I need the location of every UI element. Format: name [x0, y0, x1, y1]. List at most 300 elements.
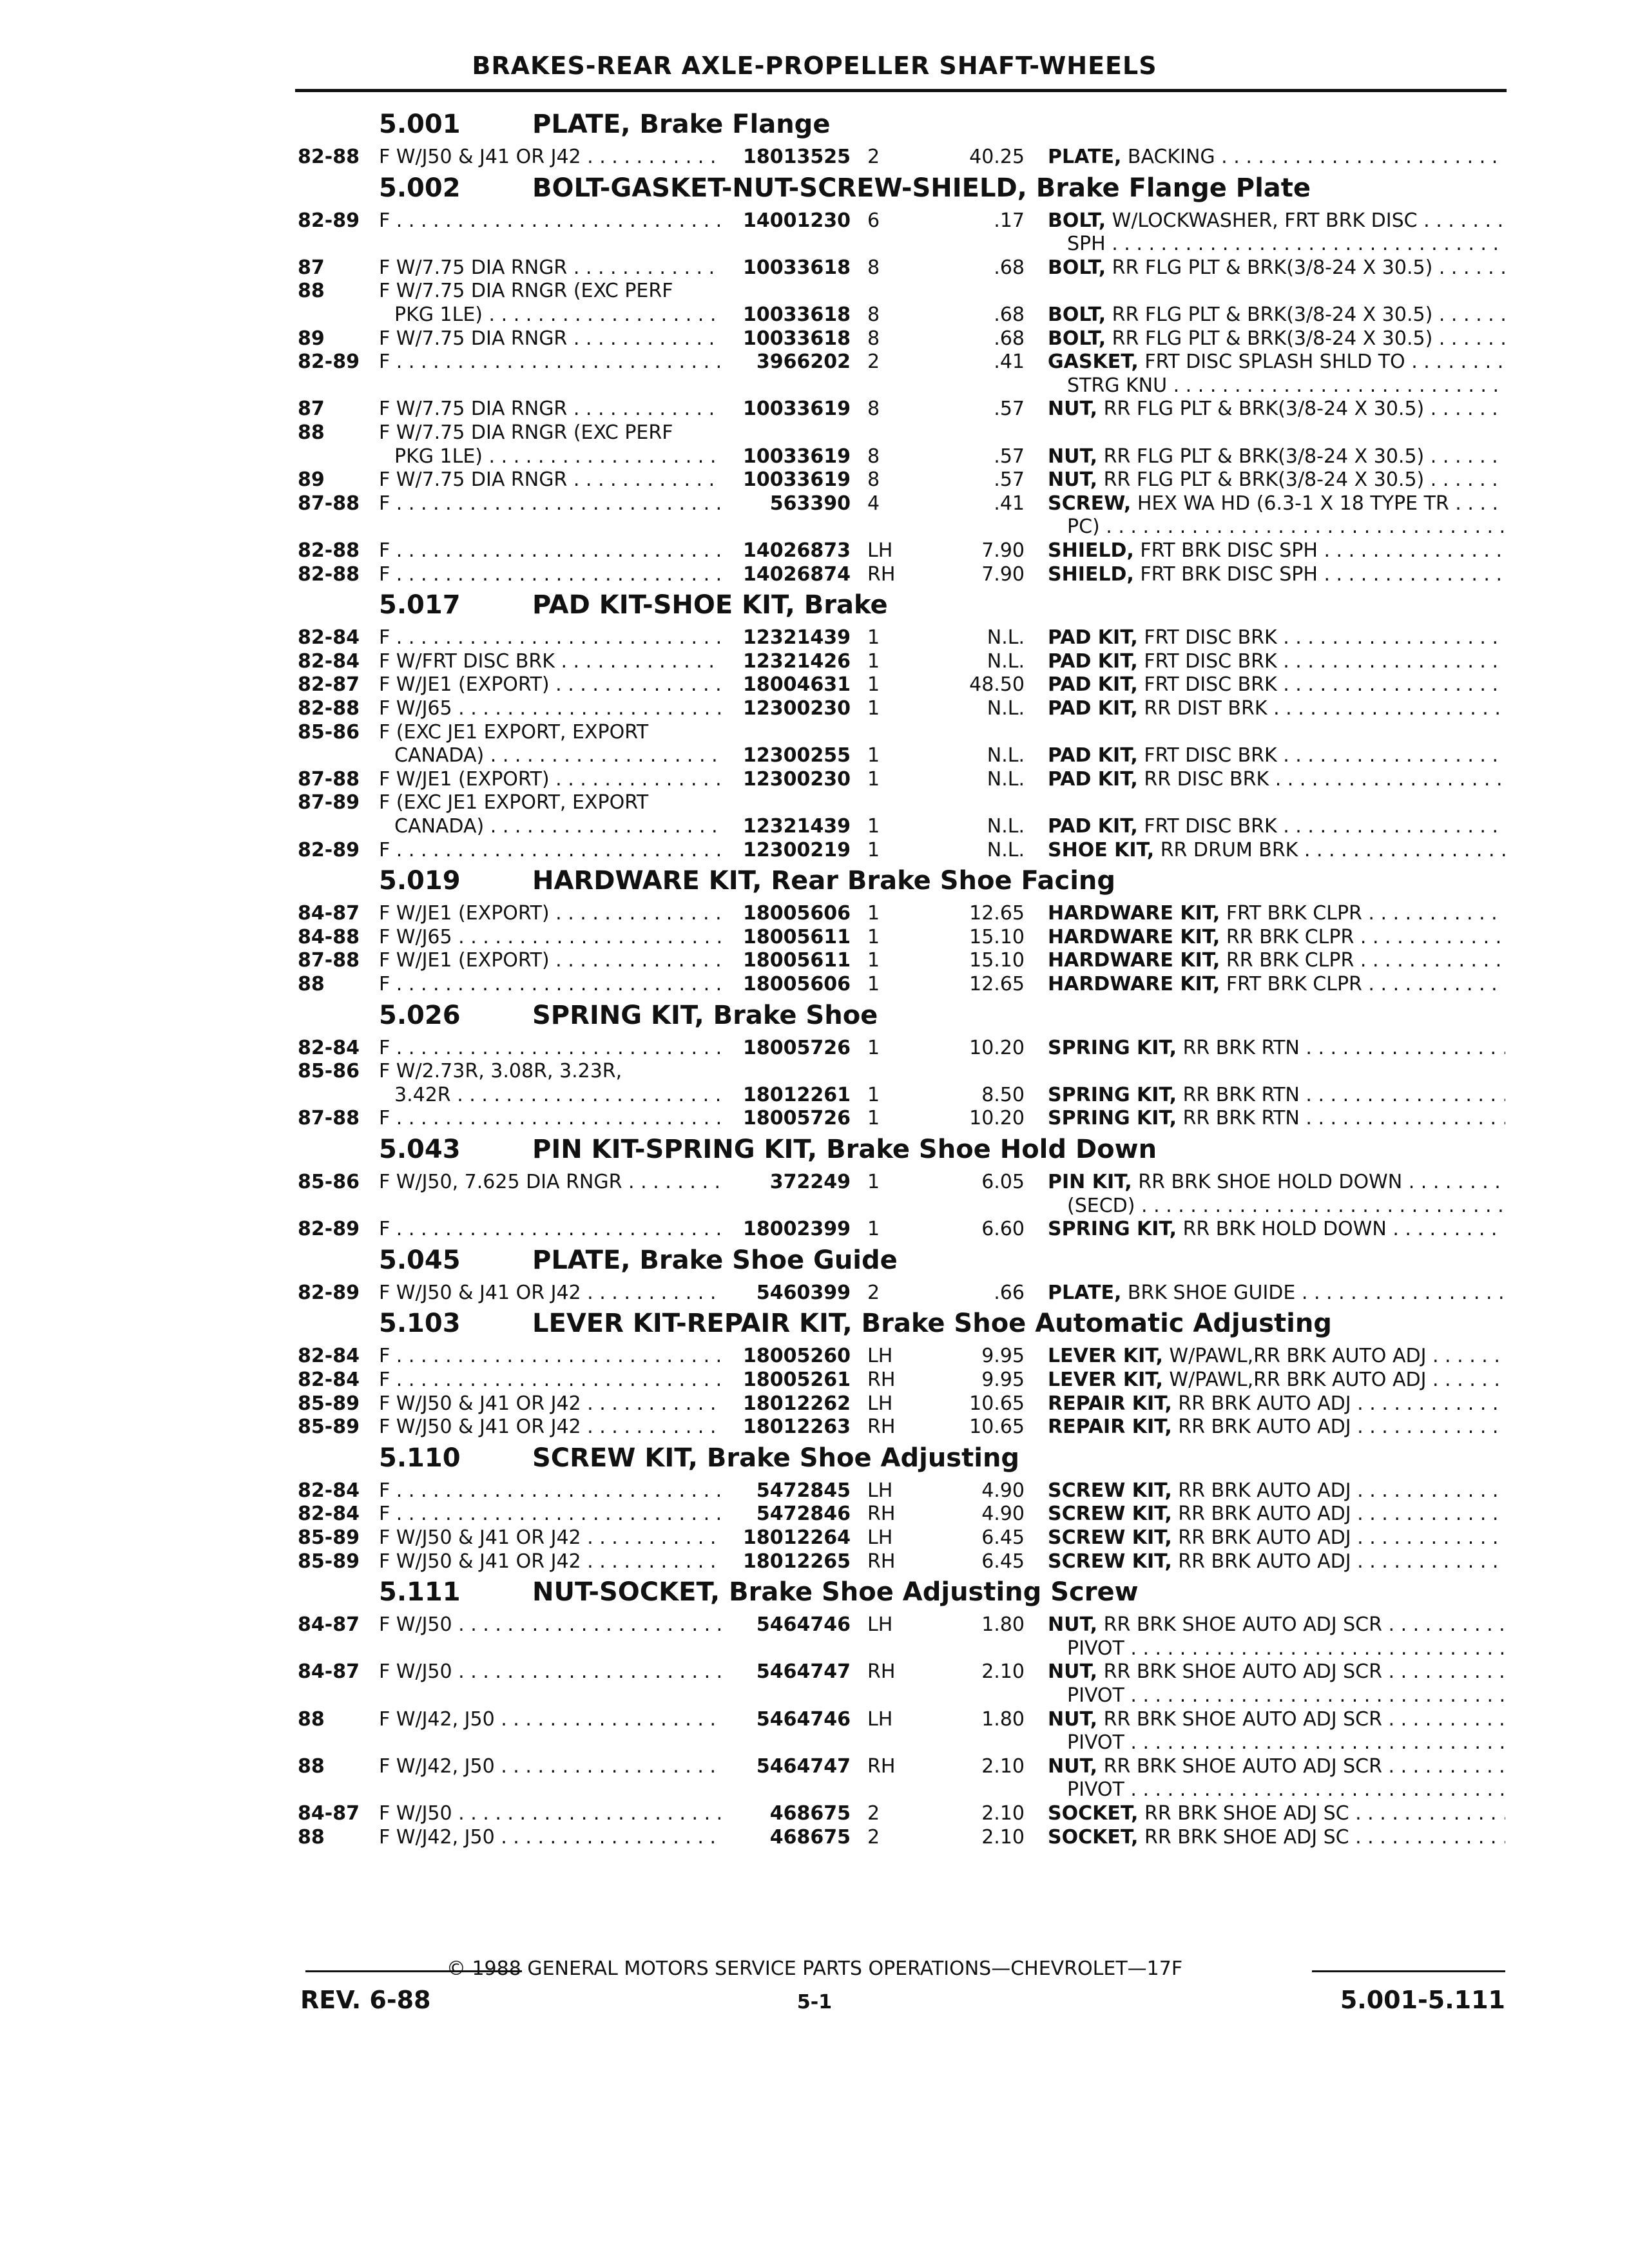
price: N.L. — [987, 815, 1025, 838]
part-row — [0, 673, 1629, 697]
part-row — [0, 146, 1629, 169]
part-row — [0, 421, 1629, 445]
part-row — [0, 1369, 1629, 1392]
description-continuation — [0, 374, 1629, 398]
description — [1048, 1282, 1505, 1304]
model-year: 82-88 — [298, 146, 360, 168]
description-noun: PAD KIT, — [1048, 768, 1138, 791]
quantity: LH — [867, 1613, 893, 1636]
application: F . . . — [379, 1503, 720, 1525]
part-row — [0, 1503, 1629, 1526]
part-row — [0, 303, 1629, 327]
part-number: 18005726 — [743, 1107, 851, 1129]
description — [1048, 697, 1505, 720]
quantity: 2 — [867, 1802, 880, 1825]
part-number: 372249 — [769, 1171, 851, 1193]
part-row — [0, 351, 1629, 374]
quantity: 1 — [867, 1107, 880, 1129]
part-number: 18005611 — [743, 949, 851, 972]
description-detail: FRT BRK DISC SPH — [1140, 563, 1318, 586]
description-detail: RR FLG PLT & BRK(3/8-24 X 30.5) — [1112, 256, 1433, 279]
description-detail: RR BRK CLPR — [1226, 926, 1354, 948]
description-continuation — [0, 1195, 1629, 1218]
footer-page-number: 5-1 — [796, 1991, 833, 2013]
description-noun: SHIELD, — [1048, 563, 1134, 586]
price: 6.45 — [981, 1526, 1025, 1549]
model-year: 82-88 — [298, 539, 360, 562]
price: 2.10 — [981, 1755, 1025, 1778]
description-detail: FRT DISC BRK — [1144, 626, 1277, 649]
model-year: 89 — [298, 468, 325, 491]
part-row — [0, 1479, 1629, 1503]
application: F W/7.75 DIA RNGR . . . — [379, 327, 720, 350]
section-name: BOLT-GASKET-NUT-SCREW-SHIELD, Brake Flange Plate — [532, 173, 1311, 203]
quantity: RH — [867, 1755, 896, 1778]
description — [1048, 926, 1505, 948]
model-year: 82-84 — [298, 1503, 360, 1525]
application: F . . . — [379, 492, 720, 515]
application: F W/J50 & J41 OR J42 . . . — [379, 1416, 720, 1438]
description-noun: LEVER KIT, — [1048, 1345, 1163, 1367]
model-year: 82-84 — [298, 626, 360, 649]
price: 2.10 — [981, 1660, 1025, 1683]
section-header — [0, 1577, 1629, 1610]
price: N.L. — [987, 768, 1025, 791]
price: .68 — [994, 327, 1025, 350]
part-row — [0, 563, 1629, 586]
section-number: 5.026 — [379, 1000, 461, 1030]
section-name: HARDWARE KIT, Rear Brake Shoe Facing — [532, 866, 1116, 896]
section-header — [0, 1001, 1629, 1033]
description-noun: NUT, — [1048, 1613, 1098, 1636]
description-detail: RR BRK SHOE ADJ SC — [1144, 1826, 1349, 1849]
description-detail: RR DRUM BRK — [1160, 839, 1298, 861]
description-noun: PLATE, — [1048, 1282, 1122, 1304]
part-row — [0, 280, 1629, 303]
quantity: 1 — [867, 768, 880, 791]
quantity: 8 — [867, 327, 880, 350]
model-year: 88 — [298, 280, 325, 302]
description-detail: RR BRK CLPR — [1226, 949, 1354, 972]
section-header — [0, 1245, 1629, 1278]
description-noun: NUT, — [1048, 398, 1098, 420]
description-detail: RR DISC BRK — [1144, 768, 1269, 791]
application: F . . . — [379, 563, 720, 586]
part-row — [0, 1755, 1629, 1778]
description-continuation-text: STRG KNU . . . — [1067, 374, 1505, 397]
part-number: 18005611 — [743, 926, 851, 948]
part-number: 5464747 — [756, 1660, 851, 1683]
description-noun: SPRING KIT, — [1048, 1084, 1177, 1106]
part-row — [0, 398, 1629, 421]
description-noun: SOCKET, — [1048, 1802, 1139, 1825]
description-noun: BOLT, — [1048, 327, 1106, 350]
application: F W/7.75 DIA RNGR . . . — [379, 468, 720, 491]
description-noun: PAD KIT, — [1048, 673, 1138, 696]
description — [1048, 1802, 1505, 1825]
part-number: 18012262 — [743, 1392, 851, 1415]
price: .41 — [994, 492, 1025, 515]
application-continuation: CANADA) . . . — [394, 744, 720, 767]
part-row — [0, 839, 1629, 862]
footer-copyright: © 1988 GENERAL MOTORS SERVICE PARTS OPERATIONS—CHEVROLET—17F — [446, 1957, 1183, 1980]
part-row — [0, 744, 1629, 767]
description — [1048, 209, 1505, 232]
section-number: 5.019 — [379, 866, 461, 896]
description — [1048, 626, 1505, 649]
description-noun: SHIELD, — [1048, 539, 1134, 562]
price: 10.65 — [969, 1392, 1025, 1415]
application: F W/J50 . . . — [379, 1802, 720, 1825]
description-detail: RR BRK AUTO ADJ — [1178, 1416, 1351, 1438]
section-header — [0, 1443, 1629, 1475]
part-row — [0, 445, 1629, 468]
price: 6.45 — [981, 1550, 1025, 1573]
application: F . . . — [379, 209, 720, 232]
quantity: RH — [867, 1416, 896, 1438]
description-detail: RR BRK AUTO ADJ — [1178, 1550, 1351, 1573]
price: 15.10 — [969, 949, 1025, 972]
description-noun: HARDWARE KIT, — [1048, 949, 1220, 972]
section-number: 5.043 — [379, 1135, 461, 1164]
description — [1048, 1392, 1505, 1415]
description-noun: SCREW KIT, — [1048, 1550, 1172, 1573]
model-year: 82-89 — [298, 1282, 360, 1304]
description-detail: FRT DISC BRK — [1144, 673, 1277, 696]
part-number: 18012265 — [743, 1550, 851, 1573]
description-detail: W/PAWL,RR BRK AUTO ADJ — [1169, 1345, 1427, 1367]
description-detail: FRT BRK CLPR — [1226, 902, 1362, 925]
price: .57 — [994, 468, 1025, 491]
part-number: 12300230 — [743, 768, 851, 791]
description — [1048, 146, 1505, 168]
description-detail: RR BRK RTN — [1182, 1107, 1300, 1129]
description-continuation — [0, 1778, 1629, 1802]
price: N.L. — [987, 839, 1025, 861]
description — [1048, 1416, 1505, 1438]
quantity: 6 — [867, 209, 880, 232]
section-number: 5.110 — [379, 1443, 461, 1473]
application: F W/FRT DISC BRK . . . — [379, 650, 720, 673]
description-detail: RR FLG PLT & BRK(3/8-24 X 30.5) — [1112, 303, 1433, 326]
price: 10.20 — [969, 1037, 1025, 1059]
description-noun: BOLT, — [1048, 209, 1106, 232]
description-noun: SPRING KIT, — [1048, 1107, 1177, 1129]
part-number: 18012263 — [743, 1416, 851, 1438]
quantity: 8 — [867, 256, 880, 279]
model-year: 87-88 — [298, 949, 360, 972]
part-number: 18012261 — [743, 1084, 851, 1106]
application-continuation: PKG 1LE) . . . — [394, 445, 720, 468]
description-detail: RR BRK SHOE AUTO ADJ SCR — [1103, 1613, 1382, 1636]
price: 2.10 — [981, 1802, 1025, 1825]
description-detail: RR FLG PLT & BRK(3/8-24 X 30.5) — [1112, 327, 1433, 350]
model-year: 88 — [298, 1755, 325, 1778]
model-year: 84-87 — [298, 902, 360, 925]
model-year: 88 — [298, 421, 325, 444]
quantity: 1 — [867, 949, 880, 972]
part-row — [0, 327, 1629, 351]
description — [1048, 351, 1505, 373]
description — [1048, 650, 1505, 673]
price: 1.80 — [981, 1613, 1025, 1636]
quantity: 1 — [867, 1084, 880, 1106]
model-year: 85-86 — [298, 721, 360, 744]
description-detail: RR BRK SHOE AUTO ADJ SCR — [1103, 1708, 1382, 1731]
quantity: RH — [867, 1369, 896, 1391]
description-detail: BRK SHOE GUIDE — [1127, 1282, 1296, 1304]
section-name: LEVER KIT-REPAIR KIT, Brake Shoe Automatic Adjusting — [532, 1309, 1332, 1339]
price: 9.95 — [981, 1345, 1025, 1367]
description-detail: RR BRK HOLD DOWN — [1182, 1218, 1387, 1240]
description-continuation-text: PIVOT . . . — [1067, 1684, 1505, 1707]
quantity: 1 — [867, 839, 880, 861]
description-continuation-text: SPH . . . — [1067, 233, 1505, 255]
description-detail: HEX WA HD (6.3-1 X 18 TYPE TR — [1137, 492, 1449, 515]
model-year: 82-88 — [298, 697, 360, 720]
quantity: 1 — [867, 926, 880, 948]
part-number: 10033619 — [743, 445, 851, 468]
model-year: 82-89 — [298, 1218, 360, 1240]
part-row — [0, 926, 1629, 949]
quantity: LH — [867, 1708, 893, 1731]
part-number: 18004631 — [743, 673, 851, 696]
description-noun: PLATE, — [1048, 146, 1122, 168]
price: 8.50 — [981, 1084, 1025, 1106]
description-detail: RR FLG PLT & BRK(3/8-24 X 30.5) — [1103, 468, 1425, 491]
quantity: 1 — [867, 973, 880, 995]
description-detail: RR BRK SHOE HOLD DOWN — [1138, 1171, 1403, 1193]
price: 12.65 — [969, 902, 1025, 925]
description — [1048, 744, 1505, 767]
quantity: 1 — [867, 744, 880, 767]
application: F (EXC JE1 EXPORT, EXPORT — [379, 791, 649, 814]
part-number: 12321439 — [743, 815, 851, 838]
application: F . . . — [379, 839, 720, 861]
description-detail: RR BRK SHOE ADJ SC — [1144, 1802, 1349, 1825]
part-number: 10033618 — [743, 256, 851, 279]
section-number: 5.103 — [379, 1309, 461, 1339]
part-row — [0, 492, 1629, 515]
part-row — [0, 1826, 1629, 1849]
section-name: PLATE, Brake Flange — [532, 110, 831, 139]
part-number: 10033618 — [743, 303, 851, 326]
part-row — [0, 1550, 1629, 1573]
description — [1048, 1107, 1505, 1129]
application: F . . . — [379, 1479, 720, 1502]
description-detail: W/PAWL,RR BRK AUTO ADJ — [1169, 1369, 1427, 1391]
application: F . . . — [379, 1107, 720, 1129]
application: F W/J50 & J41 OR J42 . . . — [379, 1526, 720, 1549]
part-row — [0, 1613, 1629, 1637]
application: F W/JE1 (EXPORT) . . . — [379, 902, 720, 925]
application: F W/JE1 (EXPORT) . . . — [379, 949, 720, 972]
description — [1048, 902, 1505, 925]
part-row — [0, 1060, 1629, 1083]
description-detail: FRT BRK DISC SPH — [1140, 539, 1318, 562]
description-noun: BOLT, — [1048, 256, 1106, 279]
application: F . . . — [379, 1037, 720, 1059]
description — [1048, 1218, 1505, 1240]
part-row — [0, 468, 1629, 492]
price: 6.60 — [981, 1218, 1025, 1240]
price: N.L. — [987, 697, 1025, 720]
description-noun: NUT, — [1048, 468, 1098, 491]
description — [1048, 445, 1505, 468]
application: F W/7.75 DIA RNGR (EXC PERF — [379, 421, 673, 444]
description-continuation-text: PIVOT . . . — [1067, 1637, 1505, 1660]
description — [1048, 1755, 1505, 1778]
application: F W/7.75 DIA RNGR (EXC PERF — [379, 280, 673, 302]
part-row — [0, 815, 1629, 838]
model-year: 82-89 — [298, 209, 360, 232]
quantity: 2 — [867, 1826, 880, 1849]
model-year: 85-89 — [298, 1416, 360, 1438]
part-number: 18005606 — [743, 973, 851, 995]
application: F (EXC JE1 EXPORT, EXPORT — [379, 721, 649, 744]
part-row — [0, 539, 1629, 562]
application: F . . . — [379, 1345, 720, 1367]
model-year: 87-89 — [298, 791, 360, 814]
description — [1048, 1369, 1505, 1391]
description-continuation — [0, 1684, 1629, 1707]
part-row — [0, 949, 1629, 972]
application: F W/J65 . . . — [379, 697, 720, 720]
part-number: 5472846 — [756, 1503, 851, 1525]
part-row — [0, 256, 1629, 280]
part-row — [0, 209, 1629, 233]
quantity: 2 — [867, 1282, 880, 1304]
description — [1048, 303, 1505, 326]
page-title: BRAKES-REAR AXLE-PROPELLER SHAFT-WHEELS — [472, 52, 1157, 80]
description — [1048, 815, 1505, 838]
section-number: 5.017 — [379, 590, 461, 620]
quantity: LH — [867, 1526, 893, 1549]
description-noun: NUT, — [1048, 1708, 1098, 1731]
section-header — [0, 173, 1629, 206]
application-continuation: PKG 1LE) . . . — [394, 303, 720, 326]
description-noun: SHOE KIT, — [1048, 839, 1155, 861]
description-detail: RR FLG PLT & BRK(3/8-24 X 30.5) — [1103, 445, 1425, 468]
section-name: PAD KIT-SHOE KIT, Brake — [532, 590, 888, 620]
model-year: 87 — [298, 256, 325, 279]
model-year: 84-87 — [298, 1802, 360, 1825]
description-continuation — [0, 1637, 1629, 1660]
description-detail: RR BRK SHOE AUTO ADJ SCR — [1103, 1755, 1382, 1778]
price: 6.05 — [981, 1171, 1025, 1193]
part-number: 18005726 — [743, 1037, 851, 1059]
description — [1048, 673, 1505, 696]
description-detail: FRT DISC BRK — [1144, 650, 1277, 673]
description-noun: SPRING KIT, — [1048, 1218, 1177, 1240]
description-noun: PAD KIT, — [1048, 697, 1138, 720]
part-number: 18005606 — [743, 902, 851, 925]
section-name: SPRING KIT, Brake Shoe — [532, 1000, 878, 1030]
part-row — [0, 973, 1629, 996]
price: .68 — [994, 256, 1025, 279]
description-noun: PAD KIT, — [1048, 744, 1138, 767]
model-year: 88 — [298, 973, 325, 995]
part-number: 14026873 — [743, 539, 851, 562]
description — [1048, 468, 1505, 491]
description-continuation-text: PIVOT . . . — [1067, 1731, 1505, 1754]
part-number: 5464746 — [756, 1613, 851, 1636]
application: F . . . — [379, 1369, 720, 1391]
description-detail: RR BRK SHOE AUTO ADJ SCR — [1103, 1660, 1382, 1683]
part-number: 468675 — [769, 1802, 851, 1825]
price: 7.90 — [981, 563, 1025, 586]
part-number: 12300219 — [743, 839, 851, 861]
description-detail: FRT BRK CLPR — [1226, 973, 1362, 995]
price: 10.65 — [969, 1416, 1025, 1438]
section-name: PLATE, Brake Shoe Guide — [532, 1245, 898, 1275]
part-number: 18005261 — [743, 1369, 851, 1391]
description — [1048, 1826, 1505, 1849]
quantity: 1 — [867, 1218, 880, 1240]
quantity: 4 — [867, 492, 880, 515]
application-continuation: CANADA) . . . — [394, 815, 720, 838]
description-noun: NUT, — [1048, 1755, 1098, 1778]
part-number: 10033619 — [743, 468, 851, 491]
part-row — [0, 768, 1629, 791]
part-number: 5460399 — [756, 1282, 851, 1304]
quantity: 8 — [867, 303, 880, 326]
description — [1048, 1084, 1505, 1106]
section-header — [0, 110, 1629, 142]
description-noun: PAD KIT, — [1048, 626, 1138, 649]
application: F W/7.75 DIA RNGR . . . — [379, 398, 720, 420]
quantity: 1 — [867, 697, 880, 720]
application: F . . . — [379, 351, 720, 373]
description-noun: HARDWARE KIT, — [1048, 902, 1220, 925]
model-year: 84-87 — [298, 1613, 360, 1636]
description — [1048, 973, 1505, 995]
description-noun: LEVER KIT, — [1048, 1369, 1163, 1391]
price: .57 — [994, 398, 1025, 420]
description-detail: RR FLG PLT & BRK(3/8-24 X 30.5) — [1103, 398, 1425, 420]
application: F W/J50 & J41 OR J42 . . . — [379, 1550, 720, 1573]
description-continuation-text: (SECD) . . . — [1067, 1195, 1505, 1217]
quantity: 2 — [867, 146, 880, 168]
price: 7.90 — [981, 539, 1025, 562]
description — [1048, 839, 1505, 861]
application: F W/J42, J50 . . . — [379, 1826, 720, 1849]
part-number: 18002399 — [743, 1218, 851, 1240]
price: 40.25 — [969, 146, 1025, 168]
description — [1048, 492, 1505, 515]
model-year: 87-88 — [298, 492, 360, 515]
part-number: 12321426 — [743, 650, 851, 673]
description-detail: RR BRK AUTO ADJ — [1178, 1392, 1351, 1415]
section-header — [0, 1135, 1629, 1167]
part-row — [0, 1345, 1629, 1368]
header-rule — [295, 89, 1507, 92]
footer-revision: REV. 6-88 — [300, 1986, 431, 2014]
part-number: 18012264 — [743, 1526, 851, 1549]
application: F W/7.75 DIA RNGR . . . — [379, 256, 720, 279]
quantity: 1 — [867, 1171, 880, 1193]
description-noun: HARDWARE KIT, — [1048, 926, 1220, 948]
part-row — [0, 1708, 1629, 1731]
description — [1048, 768, 1505, 791]
model-year: 85-89 — [298, 1550, 360, 1573]
description-continuation — [0, 233, 1629, 256]
part-row — [0, 1392, 1629, 1416]
part-row — [0, 1084, 1629, 1107]
application: F . . . — [379, 539, 720, 562]
model-year: 85-86 — [298, 1060, 360, 1082]
part-number: 5472845 — [756, 1479, 851, 1502]
